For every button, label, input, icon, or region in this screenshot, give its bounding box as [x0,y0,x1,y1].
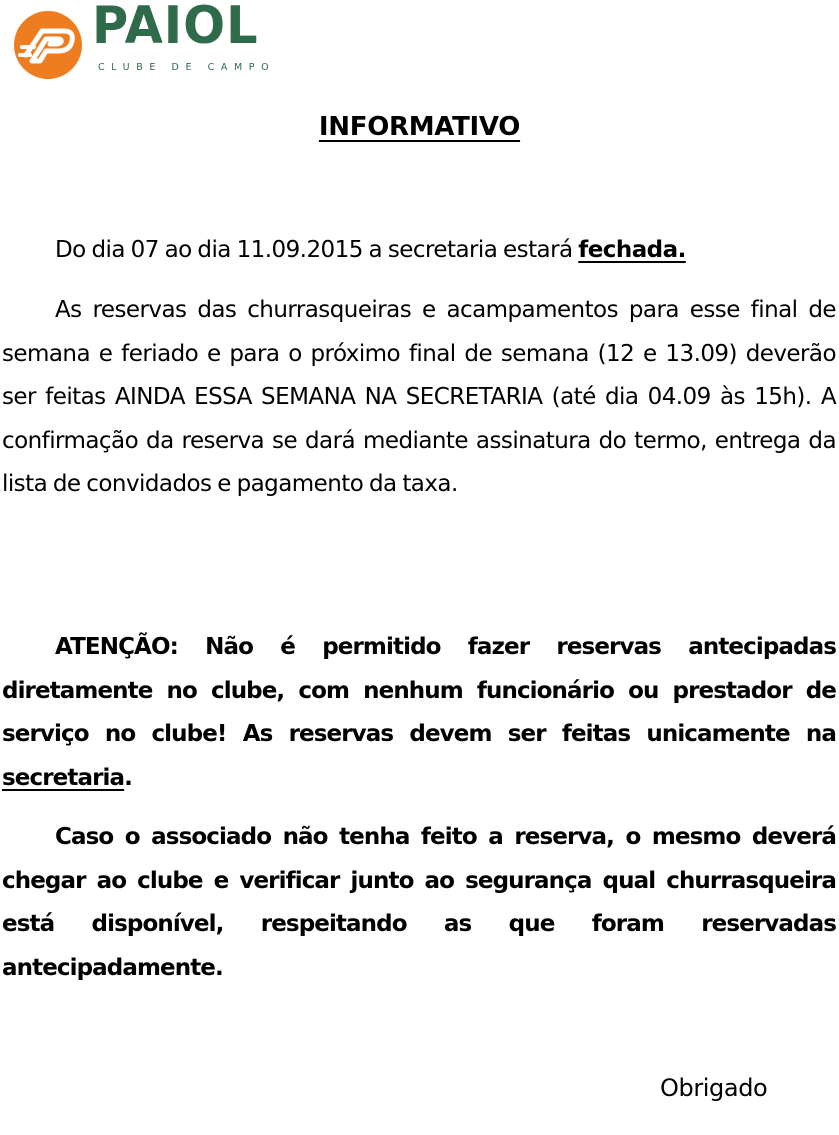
logo-wordmark: PAIOL [92,0,259,56]
paiol-logo-icon [12,9,84,81]
page-title: INFORMATIVO [318,112,521,142]
paragraph-walk-in: Caso o associado não tenha feito a reserva, o mesmo deverá chegar ao clube e verificar junto ao segurança qual churrasqueira está disponível, respeitando as que foram reservadas antecipadamente. [2,824,836,981]
secretaria-emphasis: secretaria [2,764,125,791]
attention-end: . [124,764,132,791]
closure-text: Do dia 07 ao dia 11.09.2015 a secretaria estará [55,237,579,263]
logo-subtitle: CLUBE DE CAMPO [98,62,276,73]
club-logo [8,0,276,78]
attention-text: ATENÇÃO: Não é permitido fazer reservas antecipadas diretamente no clube, com nenhum funcionário ou prestador de serviço no clube! As reservas devem ser feitas unicamente na [2,634,836,747]
paragraph-closure-notice [2,229,836,273]
paragraph-reservations: As reservas das churrasqueiras e acampamentos para esse final de semana e feriado e para o próximo final de semana (12 e 13.09) deverão ser feitas AINDA ESSA SEMANA NA SECRETARIA (até dia 04.09 às 15h). A confirmação da reserva se dará mediante assinatura do termo, entrega da lista de convidados e pagamento da taxa. [2,297,836,497]
closed-emphasis: fechada. [578,237,686,263]
paragraph-attention [2,626,836,800]
closing-signature: Obrigado [660,1074,768,1102]
